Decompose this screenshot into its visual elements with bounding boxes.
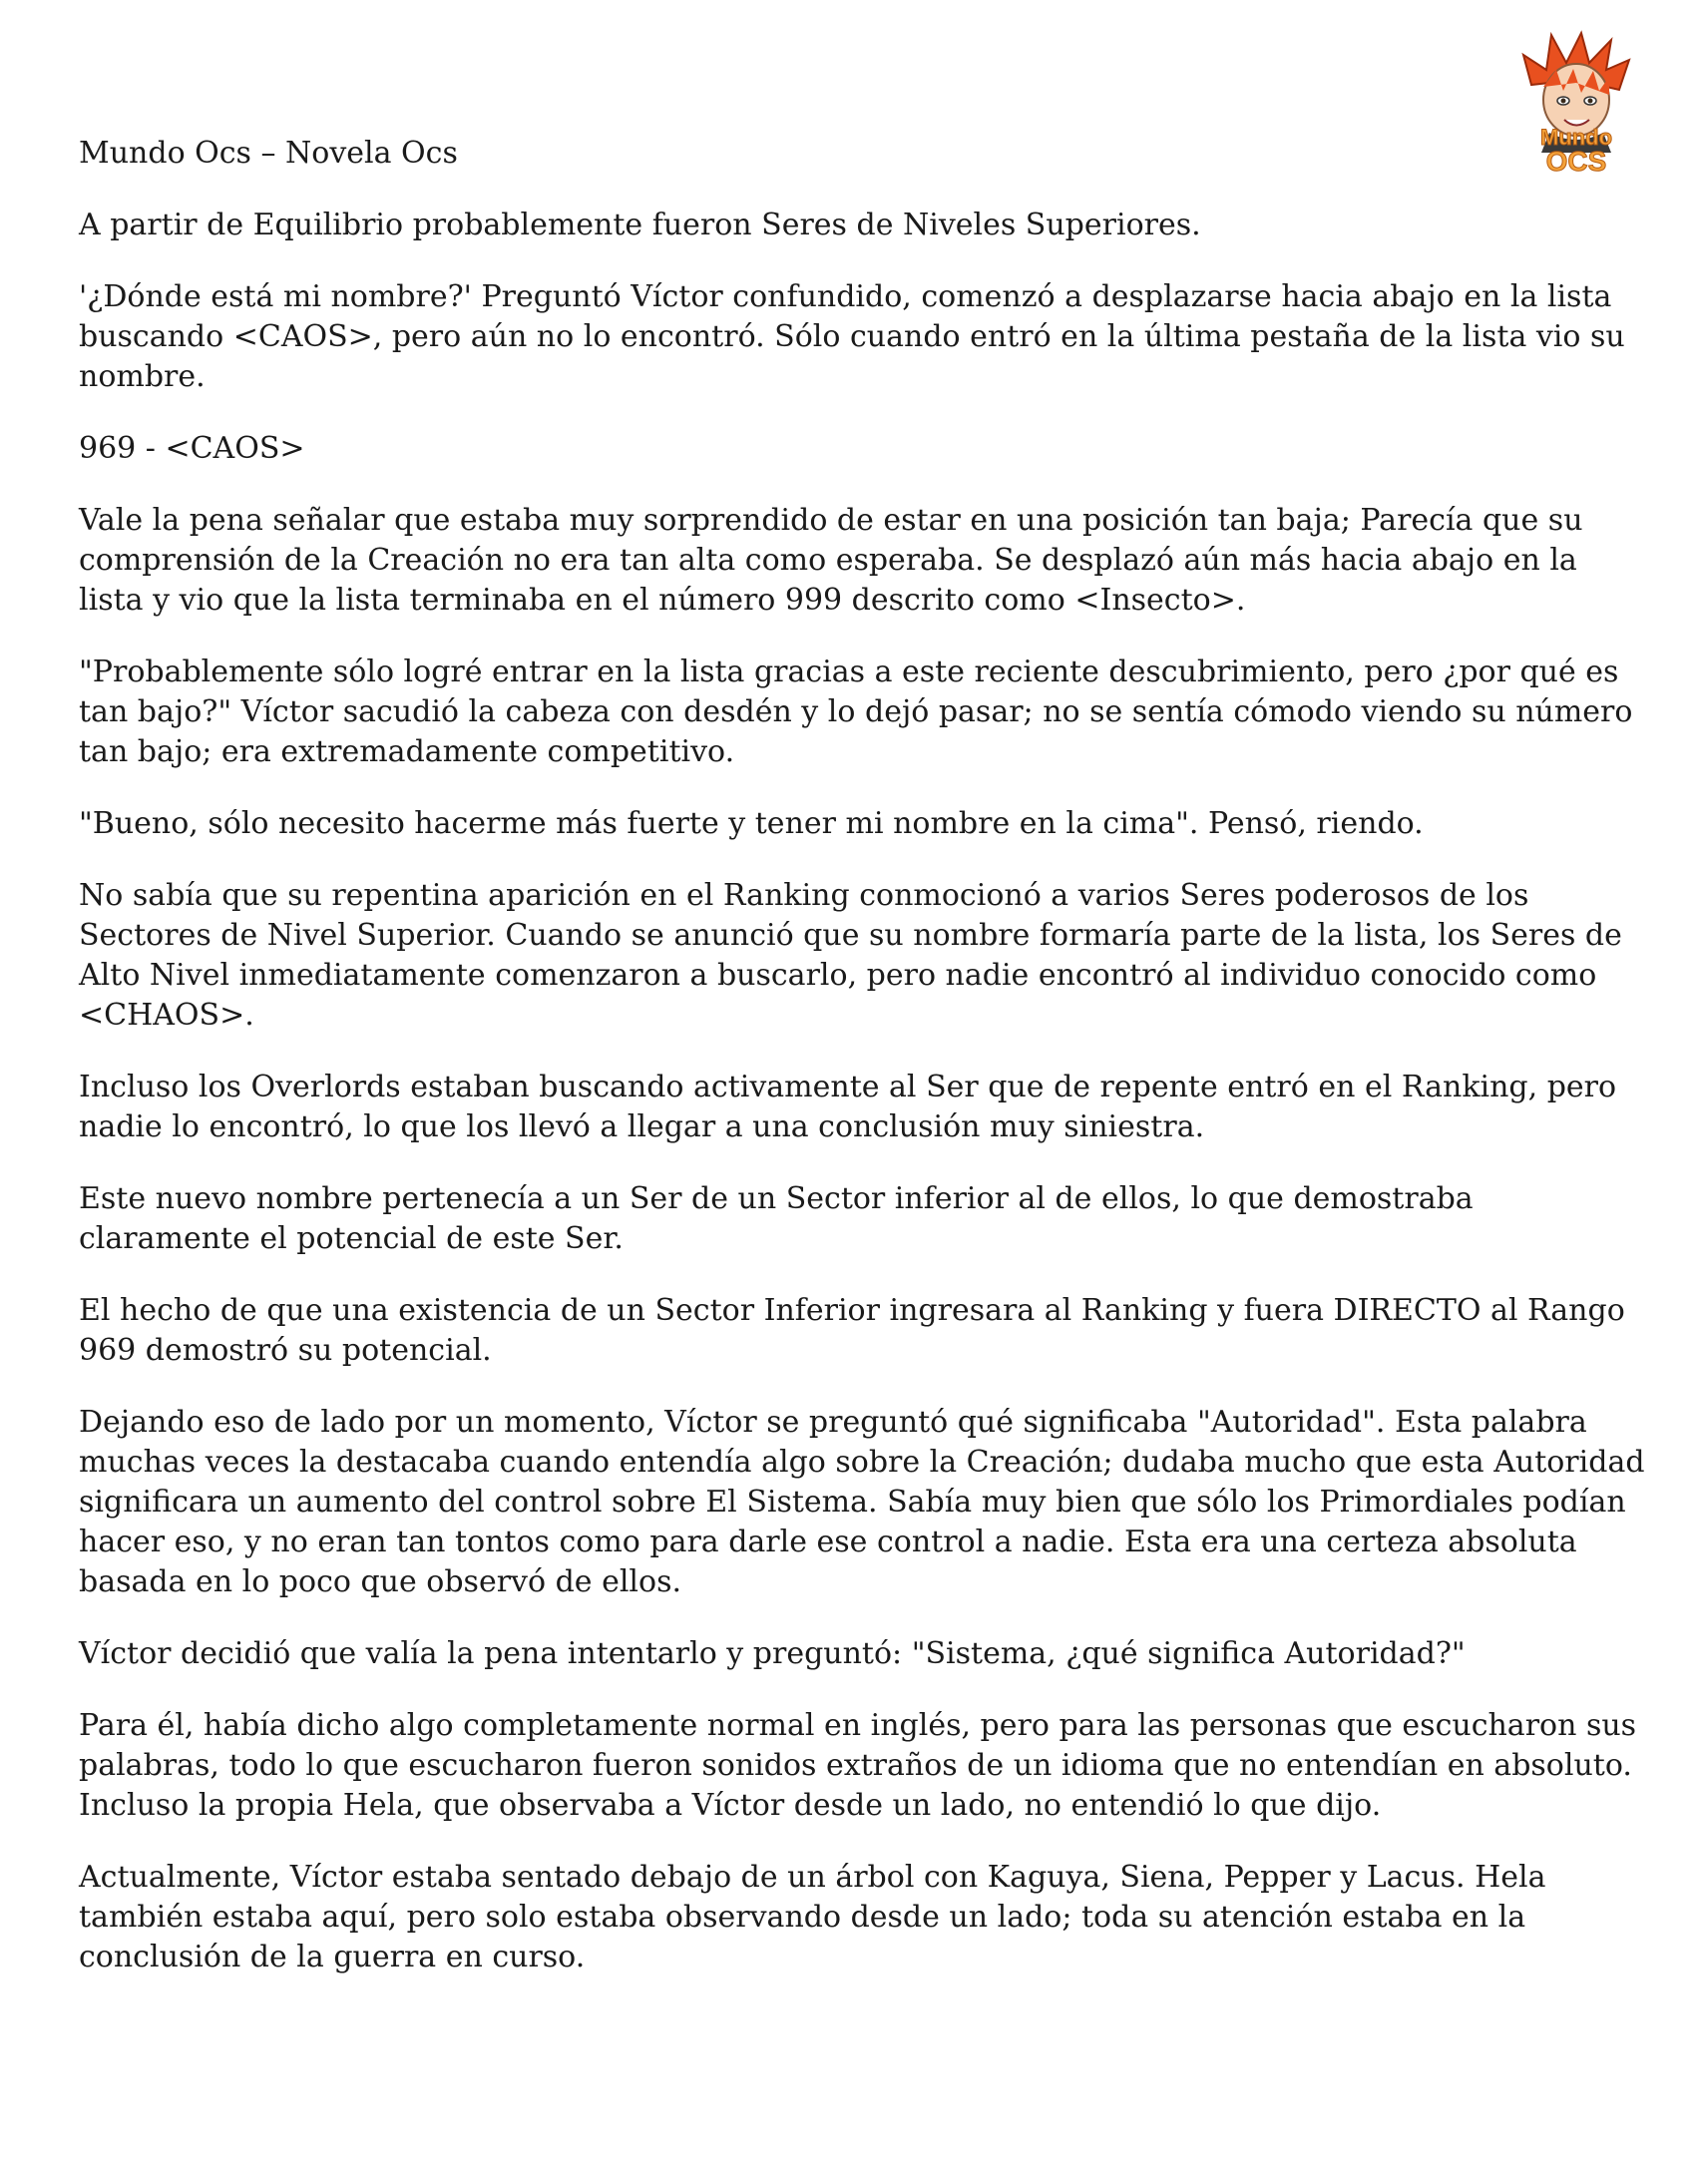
paragraph: El hecho de que una existencia de un Sector Inferior ingresara al Ranking y fuera DIRECTO al Rango 969 demostró su potencial.	[79, 1293, 1625, 1368]
paragraph: Dejando eso de lado por un momento, Víctor se preguntó qué significaba "Autoridad". Esta palabra muchas veces la destacaba cuando entendía algo sobre la Creación; dudaba mucho que esta Autoridad significara un aumento del control sobre El Sistema. Sabía muy bien que sólo los Primordiales podían hacer eso, y no eran tan tontos como para darle ese control a nadie. Esta era una certeza absoluta basada en lo poco que observó de ellos.	[79, 1405, 1645, 1599]
paragraph: Vale la pena señalar que estaba muy sorprendido de estar en una posición tan baja; Parecía que su comprensión de la Creación no era tan alta como esperaba. Se desplazó aún más hacia abajo en la lista y vio que la lista terminaba en el número 999 descrito como <Insecto>.	[79, 503, 1583, 618]
paragraph: Para él, había dicho algo completamente normal en inglés, pero para las personas que escucharon sus palabras, todo lo que escucharon fueron sonidos extraños de un idioma que no entendían en absoluto. Incluso la propia Hela, que observaba a Víctor desde un lado, no entendió lo que dijo.	[79, 1708, 1637, 1823]
logo-text-mundo: Mundo	[1539, 125, 1613, 150]
paragraph: "Bueno, sólo necesito hacerme más fuerte y tener mi nombre en la cima". Pensó, riendo.	[79, 806, 1424, 841]
paragraph: Actualmente, Víctor estaba sentado debajo de un árbol con Kaguya, Siena, Pepper y Lacus. Hela también estaba aquí, pero solo estaba observando desde un lado; toda su atención estaba en la conclusión de la guerra en curso.	[79, 1860, 1546, 1974]
paragraph: A partir de Equilibrio probablemente fueron Seres de Niveles Superiores.	[79, 208, 1201, 242]
logo-text-ocs: OCS	[1545, 146, 1607, 175]
paragraph: Víctor decidió que valía la pena intentarlo y preguntó: "Sistema, ¿qué significa Autoridad?"	[79, 1636, 1466, 1671]
paragraph: '¿Dónde está mi nombre?' Preguntó Víctor confundido, comenzó a desplazarse hacia abajo en la lista buscando <CAOS>, pero aún no lo encontró. Sólo cuando entró en la última pestaña de la lista vio su nombre.	[79, 279, 1625, 394]
paragraph: No sabía que su repentina aparición en el Ranking conmocionó a varios Seres poderosos de los Sectores de Nivel Superior. Cuando se anunció que su nombre formaría parte de la lista, los Seres de Alto Nivel inmediatamente comenzaron a buscarlo, pero nadie encontró al individuo conocido como <CHAOS>.	[79, 878, 1622, 1033]
paragraph: "Probablemente sólo logré entrar en la lista gracias a este reciente descubrimiento, pero ¿por qué es tan bajo?" Víctor sacudió la cabeza con desdén y lo dejó pasar; no se sentía cómodo viendo su número tan bajo; era extremadamente competitivo.	[79, 655, 1633, 769]
paragraph: Incluso los Overlords estaban buscando activamente al Ser que de repente entró en el Ranking, pero nadie lo encontró, lo que los llevó a llegar a una conclusión muy siniestra.	[79, 1070, 1617, 1144]
document-body	[79, 134, 1650, 2009]
paragraph: 969 - <CAOS>	[79, 431, 305, 466]
paragraph: Este nuevo nombre pertenecía a un Ser de un Sector inferior al de ellos, lo que demostraba claramente el potencial de este Ser.	[79, 1181, 1474, 1256]
document-header: Mundo Ocs – Novela Ocs	[79, 136, 458, 171]
